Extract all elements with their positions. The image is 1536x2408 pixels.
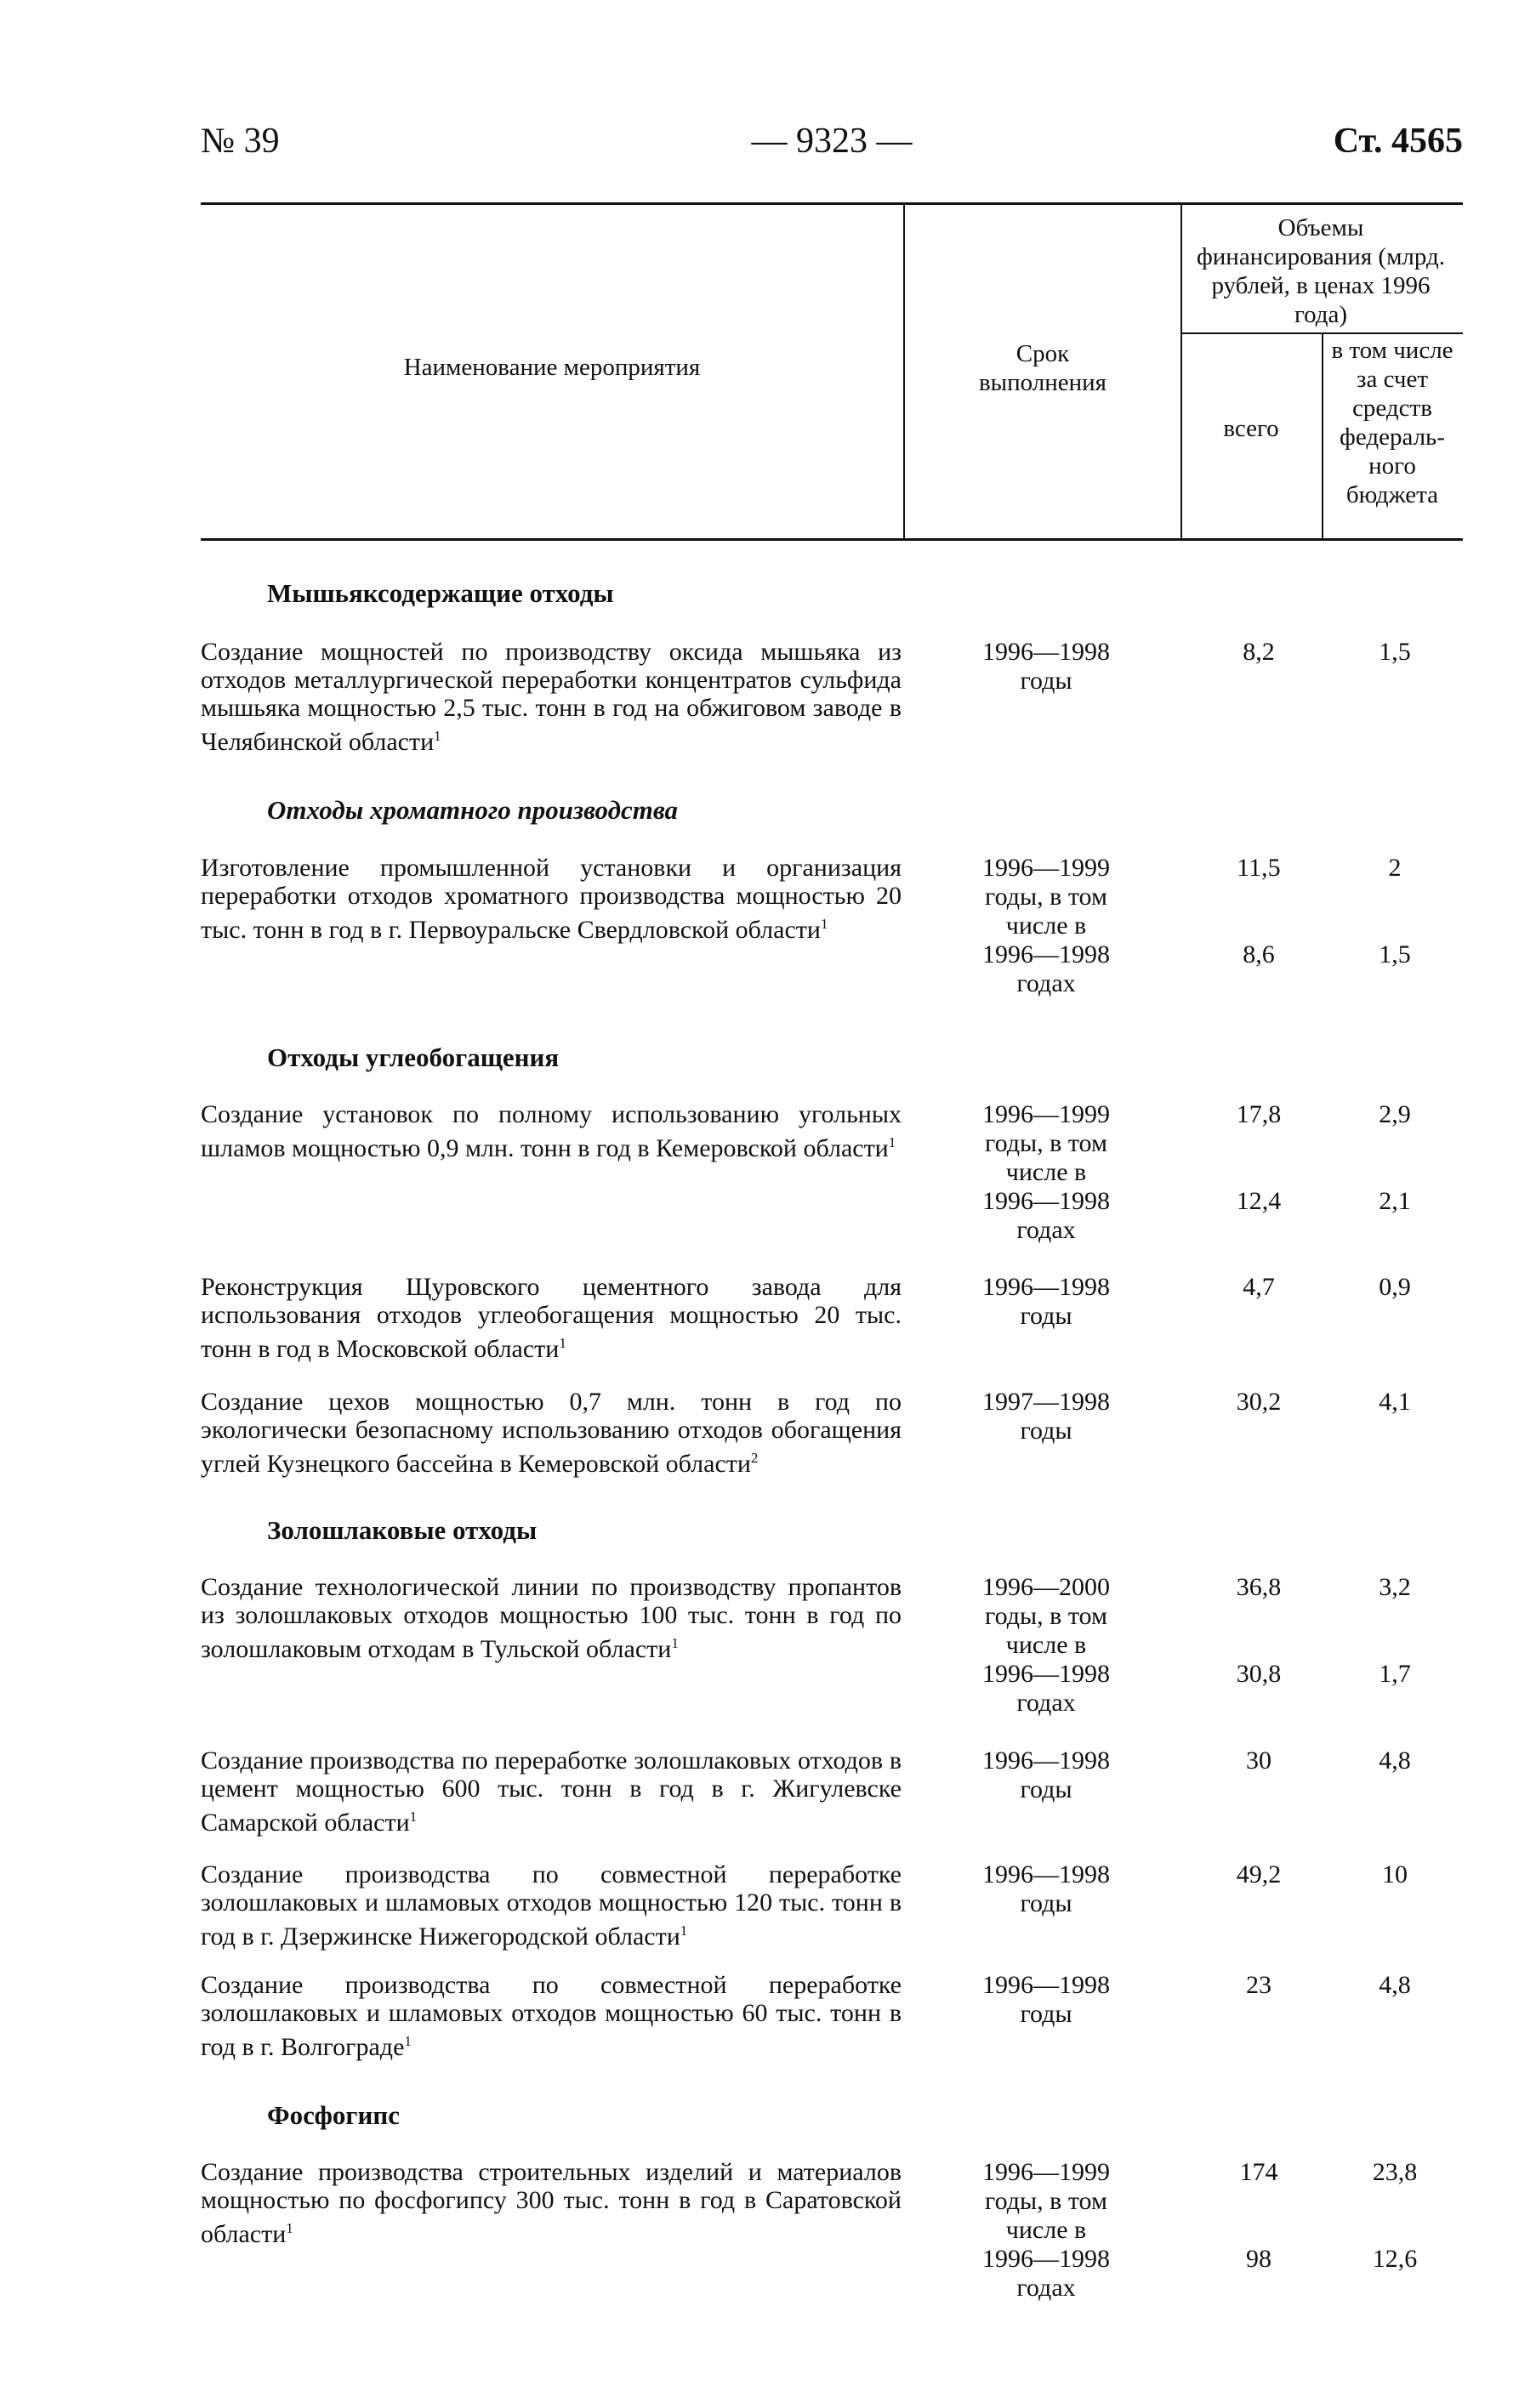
table-row-total: 174 (1239, 2158, 1278, 2186)
table-row-federal: 4,1 (1379, 1388, 1411, 1416)
table-row-federal: 2 (1388, 854, 1402, 882)
table-row-federal: 10 (1382, 1860, 1408, 1888)
table-row-term: 1996—1999 годы, в том числе в 1996—1998 годах (982, 854, 1110, 997)
table-row-term: 1996—1998 годы (982, 1971, 1110, 2028)
table-row-text: Реконструкция Щуровского цементного завода для использования отходов углеобогащения мощностью 20 тыс. тонн в год в Московской области$^1$ (201, 1273, 902, 1363)
col-federal-header: в том числе за счет средств федераль-ного бюджета (1331, 337, 1454, 508)
table-row-federal: 4,8 (1379, 1971, 1411, 1999)
table-row-term: 1996—1998 годы (982, 1746, 1110, 1803)
table-row-total: 49,2 (1236, 1860, 1282, 1888)
table-row-term: 1996—1999 годы, в том числе в 1996—1998 годах (982, 1100, 1110, 1244)
table-row-term: 1997—1998 годы (982, 1388, 1110, 1445)
table-row-text: Создание производства по переработке золошлаковых отходов в цемент мощностью 600 тыс. тонн в год в г. Жигулевске Самарской области$^1$ (201, 1746, 902, 1837)
table-row-federal: 3,2 (1379, 1573, 1411, 1601)
table-row-total: 30,8 (1236, 1660, 1282, 1688)
table-row-federal: 2,9 (1379, 1100, 1411, 1128)
table-row-text: Создание производства строительных изделий и материалов мощностью по фосфогипсу 300 тыс. тонн в год в Саратовской области$^1$ (201, 2158, 902, 2248)
section-title: Отходы углеобогащения (267, 1042, 560, 1072)
table-row-total: 4,7 (1243, 1273, 1275, 1301)
table-row-total: 30 (1246, 1746, 1271, 1775)
col-term-header: Срок выполнения (978, 340, 1107, 396)
table-row-text: Создание производства по совместной переработке золошлаковых и шламовых отходов мощностью 60 тыс. тонн в год в г. Волгограде$^1$ (201, 1971, 902, 2061)
table-row-term: 1996—1999 годы, в том числе в 1996—1998 годах (982, 2158, 1110, 2302)
article-number: Ст. 4565 (1333, 122, 1463, 161)
table-row-total: 11,5 (1237, 854, 1281, 882)
col-divider (903, 205, 905, 538)
table-header (201, 202, 1463, 541)
section-title: Отходы хроматного производства (267, 795, 679, 825)
table-row-federal: 0,9 (1379, 1273, 1411, 1301)
page-header (201, 121, 1463, 172)
section-title: Мышьяксодержащие отходы (267, 578, 614, 608)
table-row-text: Изготовление промышленной установки и организация переработки отходов хроматного производства мощностью 20 тыс. тонн в год в г. Первоуральске Свердловской области$^1$ (201, 854, 902, 944)
col-volumes-header: Объемы финансирования (млрд. рублей, в ценах 1996 года) (1196, 214, 1446, 328)
table-row-federal: 1,7 (1379, 1660, 1411, 1688)
table-row-federal: 4,8 (1379, 1746, 1411, 1775)
col-name-header: Наименование мероприятия (403, 354, 701, 381)
table-row-total: 12,4 (1236, 1187, 1282, 1215)
table-row-total: 8,6 (1243, 940, 1275, 968)
col-divider (1180, 205, 1182, 538)
table-row-federal: 23,8 (1372, 2158, 1418, 2186)
table-row-total: 98 (1246, 2245, 1271, 2273)
section-title: Фосфогипс (267, 2100, 400, 2130)
table-row-text: Создание технологической линии по производству пропантов из золошлаковых отходов мощностью 100 тыс. тонн в год по золошлаковым отходам в Тульской области$^1$ (201, 1573, 902, 1663)
table-row-term: 1996—2000 годы, в том числе в 1996—1998 годах (982, 1573, 1110, 1717)
table-row-federal: 2,1 (1379, 1187, 1411, 1215)
section-title: Золошлаковые отходы (267, 1515, 538, 1545)
table-row-text: Создание мощностей по производству оксида мышьяка из отходов металлургической переработки концентратов сульфида мышьяка мощностью 2,5 тыс. тонн в год на обжиговом заводе в Челябинской области$^1$ (201, 638, 902, 756)
table-row-total: 17,8 (1236, 1100, 1282, 1128)
table-row-total: 8,2 (1243, 638, 1275, 666)
col-total-header: всего (1223, 415, 1279, 442)
table-row-federal: 1,5 (1379, 940, 1411, 968)
table-row-text: Создание цехов мощностью 0,7 млн. тонн в год по экологически безопасному использованию отходов обогащения углей Кузнецкого бассейна в Кемеровской области$^2$ (201, 1388, 902, 1478)
table-row-total: 30,2 (1236, 1388, 1282, 1416)
col-divider (1322, 332, 1323, 538)
table-row-term: 1996—1998 годы (982, 1860, 1110, 1917)
issue-number: № 39 (201, 122, 280, 161)
table-row-federal: 12,6 (1372, 2245, 1418, 2273)
table-row-text: Создание производства по совместной переработке золошлаковых и шламовых отходов мощностью 120 тыс. тонн в год в г. Дзержинске Нижегородской области$^1$ (201, 1860, 902, 1951)
table-row-text: Создание установок по полному использованию угольных шламов мощностью 0,9 млн. тонн в год в Кемеровской области$^1$ (201, 1100, 902, 1162)
table-row-total: 23 (1246, 1971, 1271, 1999)
table-row-total: 36,8 (1236, 1573, 1282, 1601)
table-row-term: 1996—1998 годы (982, 1273, 1110, 1330)
table-row-federal: 1,5 (1379, 638, 1411, 666)
table-row-term: 1996—1998 годы (982, 638, 1110, 695)
page-number: — 9323 — (751, 122, 913, 161)
